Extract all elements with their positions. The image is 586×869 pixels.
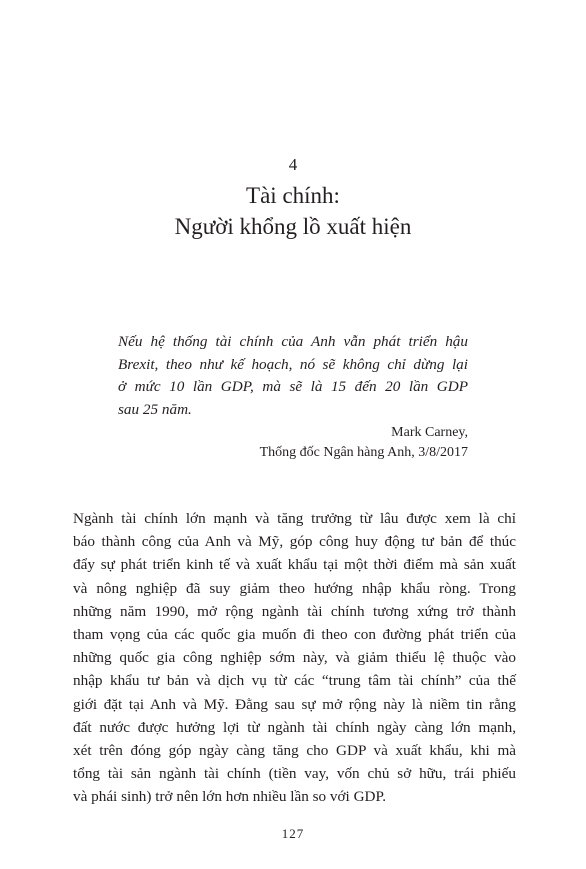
body-line: Ngành tài chính lớn mạnh và tăng trưởng từ lâu được xem là chỉ: [73, 510, 516, 527]
body-line: đẩy sự phát triển kinh tế và xuất khẩu tại một thời điểm mà sản xuất: [73, 556, 516, 574]
epigraph-line: Brexit, theo như kế hoạch, nó sẽ không chỉ dừng lại: [118, 355, 468, 373]
epigraph-line: ở mức 10 lần GDP, mà sẽ là 15 đến 20 lần GDP: [118, 378, 468, 395]
body-line: tham vọng của các quốc gia muốn đi theo con đường phát triển của: [73, 626, 516, 644]
body-line: và phái sinh) trở nên lớn hơn nhiều lần so với GDP.: [73, 788, 387, 806]
page-number: 127: [281, 826, 305, 841]
body-line: giới đặt tại Anh và Mỹ. Đằng sau sự mở rộng này là niềm tin rằng: [73, 695, 516, 713]
body-line: nhập khẩu tư bản và dịch vụ từ các “trung tâm tài chính” của thế: [73, 672, 516, 690]
epigraph-line: Nếu hệ thống tài chính của Anh vẫn phát triển hậu: [118, 333, 468, 350]
chapter-title-line-1: Tài chính:: [246, 183, 340, 208]
body-line: báo thành công của Anh và Mỹ, góp công huy động tư bản để thúc: [73, 533, 516, 551]
body-line: xét trên đóng góp ngày càng tăng cho GDP và xuất khẩu, khi mà: [73, 742, 516, 760]
body-line: tổng tài sản ngành tài chính (tiền vay, vốn chủ sở hữu, trái phiếu: [73, 765, 516, 783]
epigraph-quote: [118, 331, 468, 421]
attribution-author: Mark Carney,: [391, 425, 468, 440]
epigraph-line: sau 25 năm.: [118, 400, 192, 418]
body-line: những năm 1990, mở rộng ngành tài chính tương xứng trở thành: [73, 602, 516, 620]
body-paragraph: [73, 507, 516, 809]
body-line: những quốc gia công nghiệp sớm này, và giảm thiểu lệ thuộc vào: [73, 649, 516, 667]
chapter-title: [0, 180, 586, 242]
attribution-source: Thống đốc Ngân hàng Anh, 3/8/2017: [259, 445, 468, 460]
chapter-number: 4: [288, 155, 298, 174]
body-line: và nông nghiệp đã suy giảm theo hướng nhập khẩu ròng. Trong: [73, 579, 516, 597]
body-line: đất nước được hưởng lợi từ ngành tài chính ngày càng lớn mạnh,: [73, 718, 516, 736]
chapter-title-line-2: Người khổng lồ xuất hiện: [174, 214, 412, 239]
epigraph-attribution: [118, 423, 468, 463]
